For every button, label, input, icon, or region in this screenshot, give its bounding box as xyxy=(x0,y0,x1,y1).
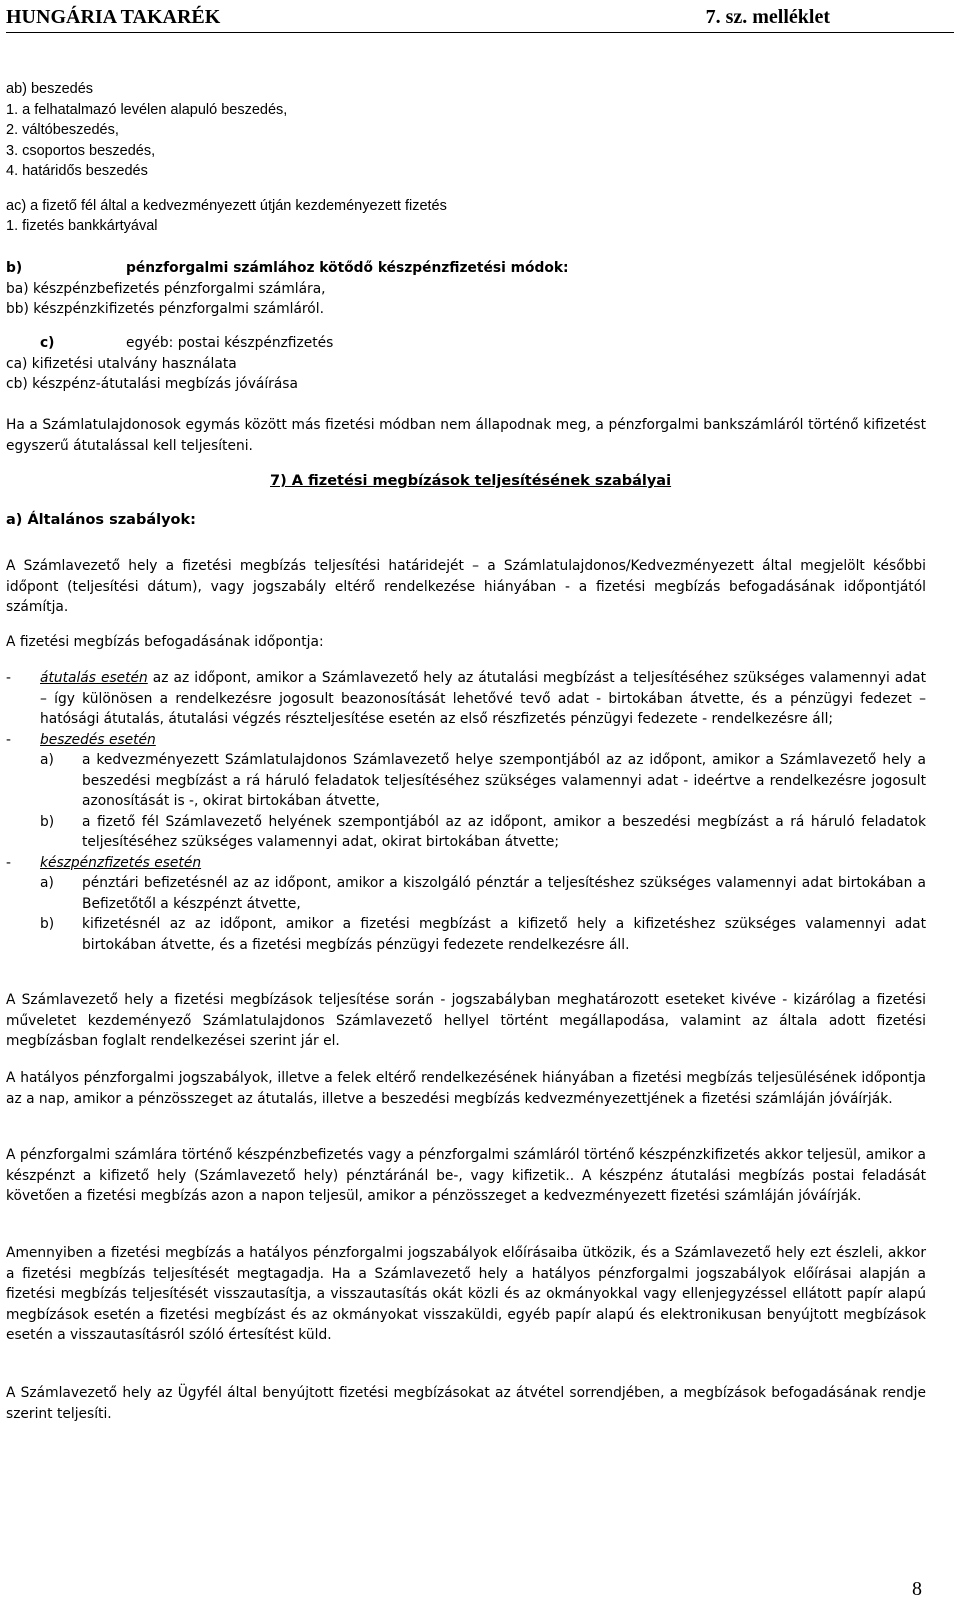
paragraph-cash: A pénzforgalmi számlára történő készpénzbefizetés vagy a pénzforgalmi számláról történő készpénzkifizetés akkor teljesül, amikor a készpénzt a kifizető hely (Számlavezető hely) pénztáránál be-, vagy kifizetik.. A készpénz átutalási megbízás postai feladását követően a fizetési megbízás azon a napon teljesül, amikor a pénzösszeget a kedvezményezett fizetési számláján jóváírják. xyxy=(6,1147,926,1204)
block-b xyxy=(6,258,569,320)
block-c-heading: egyéb: postai készpénzfizetés xyxy=(126,335,334,351)
receipt-paragraph: A fizetési megbízás befogadásának időpontja: xyxy=(6,634,324,650)
deadline-paragraph: A Számlavezető hely a fizetési megbízás teljesítési határidejét – a Számlatulajdonos/Kedvezményezett által megjelölt későbbi időpont (teljesítési dátum), vagy jogszabály eltérő rendelkezése hiányában - a fizetési megbízás befogadásának időpontjától számítja. xyxy=(6,558,926,615)
bank-name: HUNGÁRIA TAKARÉK xyxy=(6,6,221,28)
collection-sub-a: a) a kedvezményezett Számlatulajdonos Számlavezető helye szempontjából az az időpont, amikor a Számlavezető hely a beszedési megbízást a rá háruló feladatok teljesítéséhez szükséges valamennyi adat - ideértve a rendelkezésre jogosult azonosítását is -, okirat birtokában átvette, xyxy=(40,752,926,809)
list-item: 3. csoportos beszedés, xyxy=(6,142,156,159)
receipt-time-list xyxy=(6,668,926,955)
page-header xyxy=(6,4,954,33)
cash-sub-b: b) kifizetésnél az az időpont, amikor a fizetési megbízást a kifizető hely a kifizetéshez szükséges valamennyi adat birtokában átvette, és a fizetési megbízás pénzügyi fedezete rendelkezésre áll. xyxy=(40,916,926,953)
cash-lead: készpénzfizetés esetén xyxy=(40,854,202,871)
block-c-title xyxy=(6,333,333,354)
block-b-heading: pénzforgalmi számlához kötődő készpénzfizetési módok: xyxy=(126,260,569,276)
block-b-label: b) xyxy=(6,260,23,276)
list-item-collection: - beszedés esetén a) a kedvezményezett Számlatulajdonos Számlavezető helye szempontjából az az időpont, amikor a Számlavezető hely a beszedési megbízást a rá háruló feladatok teljesítéséhez szükséges valamennyi adat - ideértve a rendelkezésre jogosult azonosítását is -, okirat birtokában átvette, b) a fizető fél Számlavezető helyének szempontjából az az időpont, amikor a beszedési megbízást a rá háruló feladatok teljesítéséhez szükséges valamennyi adat, okirat birtokában átvette; xyxy=(6,730,926,853)
collection-sub-b: b) a fizető fél Számlavezető helyének szempontjából az az időpont, amikor a beszedési megbízást a rá háruló feladatok teljesítéséhez szükséges valamennyi adat, okirat birtokában átvette; xyxy=(40,813,926,850)
list-item-transfer: - átutalás esetén az az időpont, amikor a Számlavezető hely az átutalási megbízást a teljesítéséhez szükséges valamennyi adat – így különösen a rendelkezésre jogosult beazonosítását lehetővé tevő adat - birtokában átvette, és a pénzügyi fedezet – hatósági átutalás, átutalási végzés részteljesítése esetén az első részfizetés pénzügyi fedezete - rendelkezésre áll; xyxy=(6,670,926,727)
list-item: bb) készpénzkifizetés pénzforgalmi számláról. xyxy=(6,301,324,318)
list-item: ba) készpénzbefizetés pénzforgalmi számlára, xyxy=(6,280,326,297)
paragraph-order: A Számlavezető hely az Ügyfél által benyújtott fizetési megbízásokat az átvétel sorrendjében, a megbízások befogadásának rendje szerint teljesíti. xyxy=(6,1385,926,1422)
paragraph-execution: A Számlavezető hely a fizetési megbízások teljesítése során - jogszabályban meghatározott eseteket kivéve - kizárólag a fizetési műveletet kezdeményező Számlatulajdonos Számlavezető hellyel történt megállapodása, valamint az általa adott fizetési megbízásban foglalt rendelkezései szerint jár el. xyxy=(6,992,926,1049)
collection-lead: beszedés esetén xyxy=(40,731,156,748)
page-number: 8 xyxy=(912,1578,922,1600)
paragraph-completion-date: A hatályos pénzforgalmi jogszabályok, illetve a felek eltérő rendelkezésének hiányában a fizetési megbízás teljesülésének időpontja az a nap, amikor a pénzösszeget az átutalás, illetve a beszedési megbízás kedvezményezettjének a fizetési számláján jóváírják. xyxy=(6,1070,926,1107)
payment-methods-list xyxy=(6,79,447,237)
paragraph-refusal: Amennyiben a fizetési megbízás a hatályos pénzforgalmi jogszabályok előírásaiba ütközik, és a Számlavezető hely ezt észleli, akkor a fizetési megbízás teljesítését megtagadja. Ha a Számlavezető hely a hatályos pénzforgalmi jogszabályok előírásai alapján a fizetési megbízás teljesítését visszautasítja, a visszautasítás okát közli és az okmányokkal vagy ellenjegyzéssel ellátott papír alapú megbízások esetén a fizetési megbízást és az okmányokat visszaküldi, egyéb papír alapú és elektronikusan benyújtott megbízások esetén a visszautasításról szóló értesítést küld. xyxy=(6,1245,926,1343)
list-item-cash: - készpénzfizetés esetén a) pénztári befizetésnél az az időpont, amikor a kiszolgáló pénztár a teljesítéshez szükséges valamennyi adat birtokában a Befizetőtől a készpénzt átvette, b) kifizetésnél az az időpont, amikor a fizetési megbízást a kifizető hely a kifizetéshez szükséges valamennyi adat birtokában átvette, és a fizetési megbízás pénzügyi fedezete rendelkezésre áll. xyxy=(6,853,926,956)
intro-paragraph: Ha a Számlatulajdonosok egymás között más fizetési módban nem állapodnak meg, a pénzforgalmi bankszámláról történő kifizetést egyszerű átutalással kell teljesíteni. xyxy=(6,417,926,454)
list-item: 1. fizetés bankkártyával xyxy=(6,218,158,234)
block-b-title xyxy=(6,258,569,279)
annex-label: 7. sz. melléklet xyxy=(705,6,830,28)
list-item: cb) készpénz-átutalási megbízás jóváírása xyxy=(6,376,298,393)
transfer-lead: átutalás esetén xyxy=(40,670,148,686)
list-item: ac) a fizető fél által a kedvezményezett útján kezdeményezett fizetés xyxy=(6,197,447,214)
block-c-label: c) xyxy=(40,335,55,351)
section-subtitle: a) Általános szabályok: xyxy=(6,512,196,528)
list-item: 2. váltóbeszedés, xyxy=(6,122,119,138)
list-item: 4. határidős beszedés xyxy=(6,163,148,179)
block-c xyxy=(6,333,333,395)
list-item: 1. a felhatalmazó levélen alapuló beszedés, xyxy=(6,101,288,118)
list-item: ab) beszedés xyxy=(6,81,94,97)
section-title: 7) A fizetési megbízások teljesítésének szabályai xyxy=(270,473,672,489)
list-item: ca) kifizetési utalvány használata xyxy=(6,355,237,372)
cash-sub-a: a) pénztári befizetésnél az az időpont, amikor a kiszolgáló pénztár a teljesítéshez szükséges valamennyi adat birtokában a Befizetőtől a készpénzt átvette, xyxy=(40,875,926,912)
